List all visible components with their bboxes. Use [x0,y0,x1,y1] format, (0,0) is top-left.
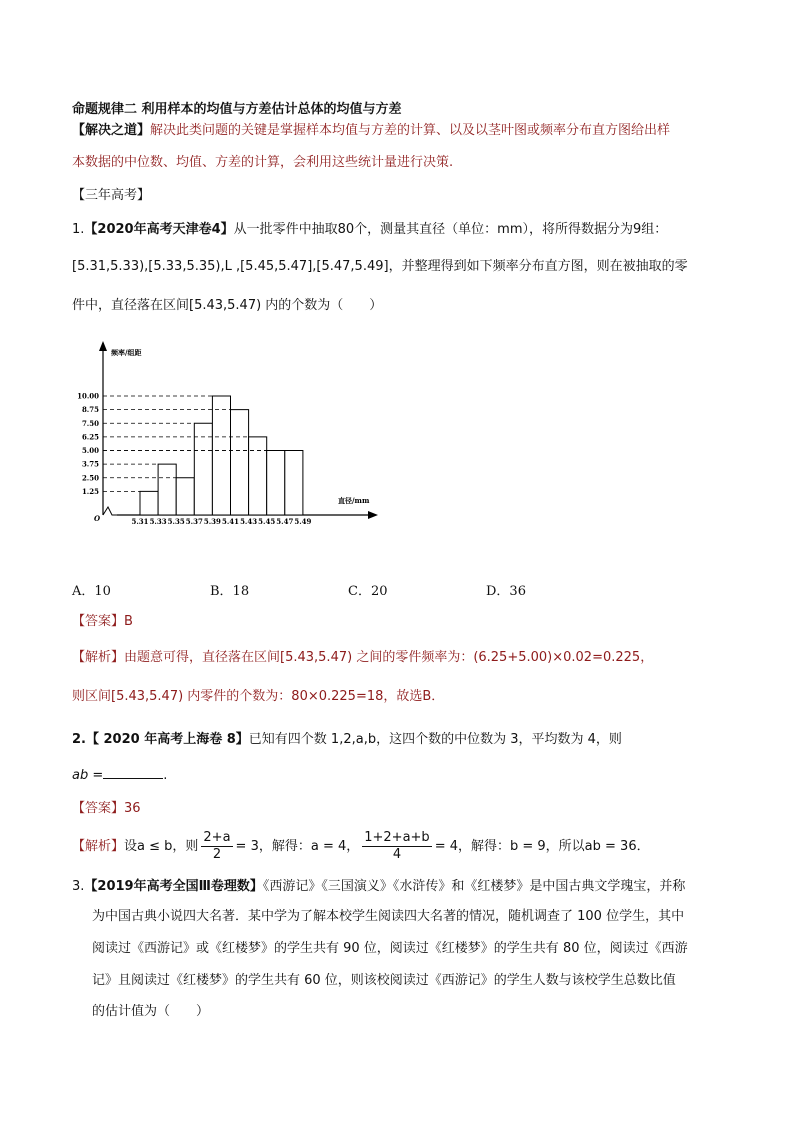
x-tick-label: 5.43 [240,517,258,526]
q2-line-2 [72,766,167,785]
x-axis-arrow [368,511,378,519]
x-axis-label: 直径/mm [338,496,370,505]
q2-answer [72,800,141,818]
answer-value: 36 [124,801,141,816]
axis-break-icon [103,507,117,515]
q3-line-3: 阅读过《西游记》或《红楼梦》的学生共有 90 位，阅读过《红楼梦》的学生共有 80 位，阅读过《西游 [92,941,688,956]
x-tick-label: 5.41 [221,517,240,526]
analysis-tag: 【解析】 [72,650,125,665]
origin-label: O [94,514,101,523]
x-tick-label: 5.39 [203,517,221,526]
method-tag: 【解决之道】 [72,123,151,138]
histogram-chart [68,335,388,535]
histogram-bar [231,410,249,515]
q2-ab-label: ab = [72,768,104,783]
fraction-denominator: 4 [392,847,402,862]
analysis-text: 由题意可得，直径落在区间[5.43,5.47) 之间的零件频率为：(6.25+5.00)×0.02=0.225， [124,650,654,665]
analysis-part-3: = 4，解得：b = 9，所以ab = 36． [434,839,650,854]
q1-number: 1. [72,222,85,237]
option-c: C．20 [348,584,388,599]
x-tick-label: 5.35 [167,517,185,526]
analysis-part-1: 设a ≤ b，则 [124,839,199,854]
histogram-bar [176,478,194,515]
option-d: D．36 [486,584,526,599]
q3-number: 3. [72,879,85,894]
q2-analysis [72,830,650,863]
option-a: A．10 [72,584,111,599]
y-tick-label: 1.25 [81,486,99,496]
q1-line-3: 件中，直径落在区间[5.43,5.47) 内的个数为（ ） [72,298,383,313]
q2-source: 【 2020 年高考上海卷 8】 [85,732,249,747]
method-text: 解决此类问题的关键是掌握样本均值与方差的计算、以及以茎叶图或频率分布直方图给出样 [150,123,671,138]
q3-line-2: 为中国古典小说四大名著．某中学为了解本校学生阅读四大名著的情况，随机调查了 100 位学生，其中 [92,909,685,924]
x-tick-label: 5.45 [258,517,276,526]
histogram-bar [158,464,176,515]
y-tick-label: 8.75 [81,405,99,415]
x-tick-label: 5.49 [294,517,312,526]
y-tick-label: 10.00 [77,391,99,401]
method-line-2: 本数据的中位数、均值、方差的计算，会利用这些统计量进行决策. [72,155,454,170]
x-tick-label: 5.33 [149,517,167,526]
q2-period: . [163,768,168,783]
fraction-2 [362,830,431,863]
x-tick-label: 5.47 [276,517,294,526]
analysis-part-2: = 3，解得：a = 4， [235,839,360,854]
q1-analysis-1 [72,649,653,667]
q3-line-5: 的估计值为（ ） [92,1004,210,1019]
fraction-denominator: 2 [212,847,222,862]
fraction-numerator: 2+a [203,830,231,845]
q1-analysis-2: 则区间[5.43,5.47) 内零件的个数为：80×0.225=18，故选B． [72,689,445,704]
fraction-1 [201,830,232,863]
q2-line-1 [72,731,622,749]
histogram-bar [212,396,230,515]
y-tick-label: 2.50 [81,473,99,483]
y-tick-label: 3.75 [81,459,99,469]
q3-line-1 [72,878,685,896]
y-tick-label: 7.50 [81,418,99,428]
q3-text: 《西游记》《三国演义》《水浒传》和《红楼梦》是中国古典文学瑰宝，并称 [262,879,686,894]
y-tick-label: 5.00 [81,446,99,455]
subheading: 【三年高考】 [72,188,151,203]
answer-value: B [124,614,133,629]
histogram-bar [249,437,267,515]
q1-text: 从一批零件中抽取80个，测量其直径（单位：mm），将所得数据分为9组： [233,222,668,237]
histogram-bar [140,491,158,515]
option-b: B．18 [210,584,250,599]
q1-answer [72,613,133,631]
q1-line-2: [5.31,5.33),[5.33,5.35),L ,[5.45,5.47],[5.47,5.49]，并整理得到如下频率分布直方图，则在被抽取的零 [72,259,688,274]
section-title: 命题规律二 利用样本的均值与方差估计总体的均值与方差 [72,102,402,117]
answer-tag: 【答案】 [72,801,125,816]
q2-text: 已知有四个数 1,2,a,b，这四个数的中位数为 3，平均数为 4，则 [248,732,622,747]
histogram-bar [267,451,285,516]
y-axis-arrow [99,341,107,351]
q3-source: 【2019年高考全国Ⅲ卷理数】 [84,879,263,894]
method-line-1 [72,122,670,140]
q1-line-1 [72,221,667,239]
q2-number: 2. [72,732,86,747]
q3-line-4: 记》且阅读过《红楼梦》的学生共有 60 位，则该校阅读过《西游记》的学生人数与该校学生总数比值 [92,973,676,988]
answer-tag: 【答案】 [72,614,125,629]
y-axis-label: 频率/组距 [111,348,142,357]
q1-source: 【2020年高考天津卷4】 [84,222,234,237]
x-tick-label: 5.31 [131,517,149,526]
x-tick-label: 5.37 [185,517,203,526]
analysis-tag: 【解析】 [72,839,125,854]
histogram-bar [285,451,303,516]
answer-blank [103,766,163,779]
y-tick-label: 6.25 [81,432,99,442]
fraction-numerator: 1+2+a+b [364,830,430,845]
